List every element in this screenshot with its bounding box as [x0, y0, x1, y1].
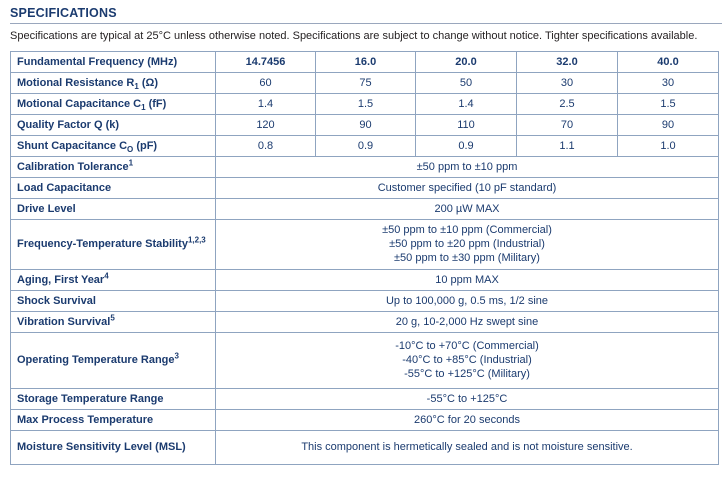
label-text: Shunt Capacitance C: [17, 139, 128, 152]
cell-value: 30: [618, 72, 719, 93]
table-row: [11, 177, 719, 198]
table-row: [11, 311, 719, 332]
label-subscript: 1: [134, 81, 139, 91]
row-label-aging-first-year: [11, 269, 216, 290]
label-text: Aging, First Year: [17, 273, 105, 286]
row-label-motional-capacitance: [11, 93, 216, 114]
cell-value-span: [216, 219, 719, 269]
header-col-4: 40.0: [618, 51, 719, 72]
row-label-max-process-temperature: [11, 409, 216, 430]
cell-value-span: Customer specified (10 pF standard): [216, 177, 719, 198]
cell-value-span: 20 g, 10-2,000 Hz swept sine: [216, 311, 719, 332]
value-line: -40°C to +85°C (Industrial): [402, 354, 532, 366]
cell-value-span: [216, 332, 719, 388]
label-unit: (Ω): [138, 76, 159, 89]
table-row: [11, 156, 719, 177]
cell-value: 30: [517, 72, 618, 93]
cell-value-span: Up to 100,000 g, 0.5 ms, 1/2 sine: [216, 290, 719, 311]
cell-value: 2.5: [517, 93, 618, 114]
label-footnote: 1: [128, 157, 134, 167]
label-subscript: 1: [141, 102, 146, 112]
label-text: Quality Factor Q (k): [17, 118, 120, 131]
label-text: Motional Capacitance C: [17, 97, 142, 110]
label-footnote: 4: [104, 270, 109, 280]
label-text: Motional Resistance R: [17, 76, 135, 89]
header-col-0: 14.7456: [216, 51, 316, 72]
cell-value-span: -55°C to +125°C: [216, 388, 719, 409]
cell-value: 1.5: [316, 93, 416, 114]
label-text: Load Capacitance: [17, 181, 112, 194]
value-line: -10°C to +70°C (Commercial): [395, 340, 539, 352]
table-row: [11, 198, 719, 219]
value-line: ±50 ppm to ±10 ppm (Commercial): [382, 224, 552, 236]
table-row: [11, 219, 719, 269]
label-text: Drive Level: [17, 202, 76, 215]
label-text: Calibration Tolerance: [17, 160, 129, 173]
label-text: Operating Temperature Range: [17, 354, 175, 366]
cell-value-span: ±50 ppm to ±10 ppm: [216, 156, 719, 177]
label-subscript: O: [127, 144, 134, 154]
row-label-calibration-tolerance: [11, 156, 216, 177]
label-text: Max Process Temperature: [17, 413, 154, 426]
row-label-quality-factor: [11, 114, 216, 135]
value-line: ±50 ppm to ±30 ppm (Military): [394, 252, 540, 264]
cell-value: 75: [316, 72, 416, 93]
label-footnote: 1,2,3: [187, 235, 206, 245]
value-line: -55°C to +125°C (Military): [404, 368, 530, 380]
table-row: [11, 430, 719, 464]
table-row: [11, 290, 719, 311]
label-footnote: 3: [174, 351, 179, 361]
table-row: [11, 114, 719, 135]
label-text: Shock Survival: [17, 294, 96, 307]
specifications-table: [10, 51, 719, 465]
cell-value: 1.1: [517, 135, 618, 156]
cell-value: 0.8: [216, 135, 316, 156]
row-label-motional-resistance: [11, 72, 216, 93]
cell-value: 110: [416, 114, 517, 135]
table-row: [11, 388, 719, 409]
header-col-2: 20.0: [416, 51, 517, 72]
row-label-shunt-capacitance: [11, 135, 216, 156]
cell-value: 1.4: [416, 93, 517, 114]
cell-value: 70: [517, 114, 618, 135]
label-text: Storage Temperature Range: [17, 392, 164, 405]
table-row: [11, 409, 719, 430]
cell-value: 1.5: [618, 93, 719, 114]
table-header-row: [11, 51, 719, 72]
header-label: Fundamental Frequency (MHz): [11, 51, 216, 72]
row-label-drive-level: [11, 198, 216, 219]
table-row: [11, 332, 719, 388]
cell-value: 1.4: [216, 93, 316, 114]
table-row: [11, 135, 719, 156]
cell-value: 90: [316, 114, 416, 135]
row-label-load-capacitance: [11, 177, 216, 198]
table-row: [11, 269, 719, 290]
label-text: Vibration Survival: [17, 315, 111, 328]
table-row: [11, 93, 719, 114]
value-line: ±50 ppm to ±20 ppm (Industrial): [389, 238, 545, 250]
label-unit: (fF): [145, 97, 167, 110]
cell-value: 0.9: [316, 135, 416, 156]
cell-value: 60: [216, 72, 316, 93]
label-text: Frequency-Temperature Stability: [17, 238, 188, 250]
cell-value-span: 10 ppm MAX: [216, 269, 719, 290]
cell-value-span: 200 µW MAX: [216, 198, 719, 219]
cell-value: 90: [618, 114, 719, 135]
cell-value-span: This component is hermetically sealed and is not moisture sensitive.: [216, 430, 719, 464]
row-label-storage-temperature-range: [11, 388, 216, 409]
header-col-3: 32.0: [517, 51, 618, 72]
row-label-operating-temperature-range: [11, 332, 216, 388]
cell-value-span: 260°C for 20 seconds: [216, 409, 719, 430]
row-label-shock-survival: [11, 290, 216, 311]
cell-value: 50: [416, 72, 517, 93]
page-title: SPECIFICATIONS: [10, 6, 117, 20]
label-text: Moisture Sensitivity Level (MSL): [17, 441, 186, 453]
label-unit: (pF): [133, 139, 158, 152]
cell-value: 1.0: [618, 135, 719, 156]
cell-value: 120: [216, 114, 316, 135]
header-col-1: 16.0: [316, 51, 416, 72]
row-label-frequency-temperature-stability: [11, 219, 216, 269]
row-label-vibration-survival: [11, 311, 216, 332]
table-row: [11, 72, 719, 93]
intro-text: Specifications are typical at 25°C unless otherwise noted. Specifications are subject to change without notice. Tighter specifications available.: [10, 30, 698, 42]
cell-value: 0.9: [416, 135, 517, 156]
label-footnote: 5: [110, 312, 115, 322]
title-divider: [10, 23, 722, 24]
row-label-moisture-sensitivity-level: [11, 430, 216, 464]
